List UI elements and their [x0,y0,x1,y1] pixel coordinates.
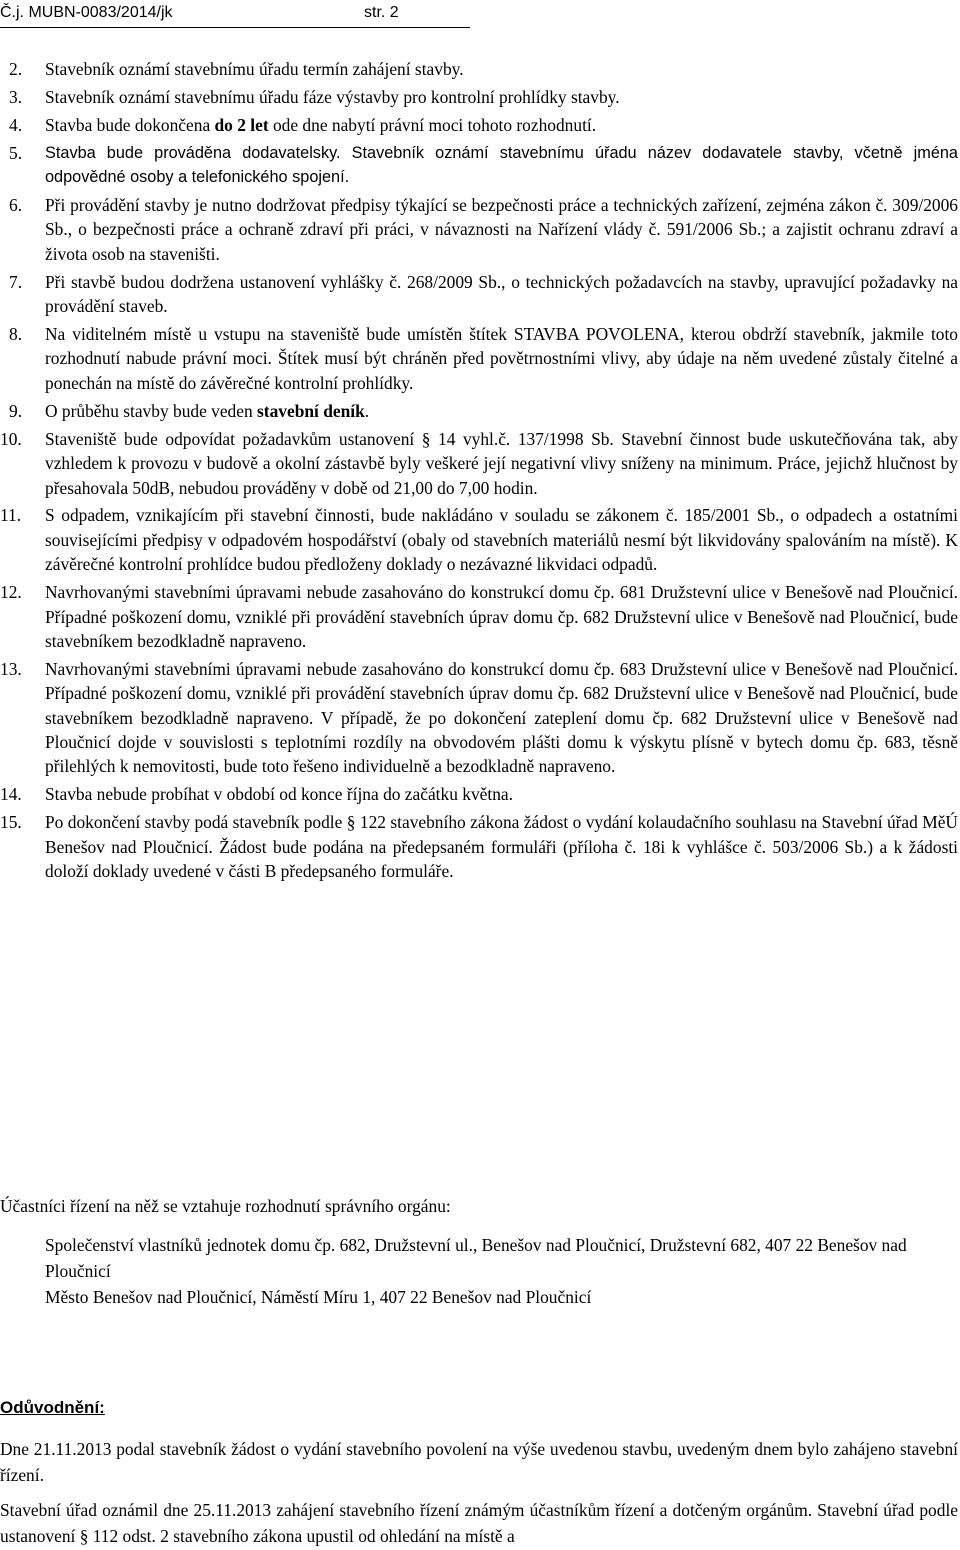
header-rule [0,27,470,28]
condition-number: 15. [0,812,22,833]
condition-number: 13. [0,658,22,679]
condition-number: 8. [9,324,23,345]
participant-1: Společenství vlastníků jednotek domu čp. 682, Družstevní ul., Benešov nad Ploučnicí, Družstevní 682, 407 22 Benešov nad Ploučnicí [45,1235,907,1281]
condition-item [0,141,958,190]
condition-number: 6. [9,195,23,216]
reasoning-title: Odůvodnění: [0,1398,105,1417]
condition-number: 14. [0,784,22,805]
condition-text: S odpadem, vznikajícím při stavební činnosti, bude nakládáno v souladu se zákonem č. 185/2001 Sb., o odpadech a ostatními souvisejícími předpisy v odpadovém hospodářství (obaly od stavebních materiálů nesmí být likvidovány spalováním na místě). K závěrečné kontrolní prohlídce budou předloženy doklady o nezávazné likvidaci odpadů. [45,505,958,575]
conditions-list [0,57,958,887]
condition-item [0,399,958,423]
page-number: str. 2 [364,4,399,21]
condition-item [0,85,958,109]
condition-item [0,580,958,653]
reasoning-paragraph-1: Dne 21.11.2013 podal stavebník žádost o vydání stavebního povolení na výše uvedenou stavbu, uvedeným dnem bylo zahájeno stavební řízení. [0,1439,958,1485]
condition-item [0,657,958,779]
condition-item [0,782,958,806]
condition-text: O průběhu stavby bude veden stavební deník. [45,400,370,421]
condition-text: Staveniště bude odpovídat požadavkům ustanovení § 14 vyhl.č. 137/1998 Sb. Stavební činnost bude uskutečňována tak, aby vzhledem k provozu v budově a okolní zástavbě byly veškeré její negativní vlivy sníženy na minimum. Práce, jejichž hlučnost by přesahovala 50dB, nebudou prováděny v době od 21,00 do 7,00 hodin. [45,428,958,498]
condition-text: Stavba bude dokončena do 2 let ode dne nabytí právní moci tohoto rozhodnutí. [45,114,597,135]
reference-number: Č.j. MUBN-0083/2014/jk [0,4,173,21]
condition-number: 4. [9,114,23,135]
condition-item [0,503,958,576]
condition-item [0,810,958,883]
condition-text: Na viditelném místě u vstupu na staveniště bude umístěn štítek STAVBA POVOLENA, kterou obdrží stavebník, jakmile toto rozhodnutí nabude právní moci. Štítek musí být chráněn před povětrnostními vlivy, aby údaje na něm uvedené zůstaly čitelné a ponechán na místě do závěrečné kontrolní prohlídky. [45,324,958,393]
condition-text: Stavba nebude probíhat v období od konce října do začátku května. [45,784,513,805]
condition-item [0,427,958,500]
participants-list [45,1232,958,1310]
condition-item [0,113,958,137]
condition-number: 9. [9,400,23,421]
condition-number: 7. [9,271,23,292]
condition-number: 5. [9,142,23,163]
condition-text: Navrhovanými stavebními úpravami nebude zasahováno do konstrukcí domu čp. 683 Družstevní ulice v Benešově nad Ploučnicí. Případné poškození domu, vzniklé při provádění stavebních úprav domu čp. 682 Družstevní ulice v Benešově nad Ploučnicí, bude stavebníkem bezodkladně napraveno. V případě, že po dokončení zateplení domu čp. 682 Družstevní ulice v Benešově nad Ploučnicí dojde v souvislosti s teplotními rozdíly na obvodovém plášti domu k výskytu plísně v bytech domu čp. 683, těsně přilehlých k nemovitosti, bude toto řešeno individuelně a bezodkladně napraveno. [45,658,958,777]
condition-text: Stavebník oznámí stavebnímu úřadu termín zahájení stavby. [45,59,464,79]
condition-item [0,270,958,319]
participants-title: Účastníci řízení na něž se vztahuje rozhodnutí správního orgánu: [0,1196,451,1216]
condition-item [0,322,958,395]
condition-text: Po dokončení stavby podá stavebník podle § 122 stavebního zákona žádost o vydání kolaudačního souhlasu na Stavební úřad MěÚ Benešov nad Ploučnicí. Žádost bude podána na předepsaném formuláři (příloha č. 18i k vyhlášce č. 503/2006 Sb.) a k žádosti doloží doklady uvedené v části B předepsaného formuláře. [45,812,958,882]
page-header [0,4,480,22]
condition-item [0,57,958,81]
reasoning-paragraph-2: Stavební úřad oznámil dne 25.11.2013 zahájení stavebního řízení známým účastníkům řízení a dotčeným orgánům. Stavební úřad podle ustanovení § 112 odst. 2 stavebního zákona upustil od ohledání na místě a [0,1500,958,1546]
condition-item [0,193,958,266]
condition-text: Stavebník oznámí stavebnímu úřadu fáze výstavby pro kontrolní prohlídky stavby. [45,86,620,107]
participant-2: Město Benešov nad Ploučnicí, Náměstí Míru 1, 407 22 Benešov nad Ploučnicí [45,1287,592,1307]
condition-text: Stavba bude prováděna dodavatelsky. Stavebník oznámí stavebnímu úřadu název dodavatele stavby, včetně jména odpovědné osoby a telefonického spojení. [45,143,958,187]
condition-number: 10. [0,428,22,449]
condition-number: 11. [0,505,22,526]
condition-text: Navrhovanými stavebními úpravami nebude zasahováno do konstrukcí domu čp. 681 Družstevní ulice v Benešově nad Ploučnicí. Případné poškození domu, vzniklé při provádění stavebních úprav domu čp. 682 Družstevní ulice v Benešově nad Ploučnicí, bude stavebníkem bezodkladně napraveno. [45,582,958,651]
condition-number: 2. [9,59,23,79]
condition-text: Při stavbě budou dodržena ustanovení vyhlášky č. 268/2009 Sb., o technických požadavcích na stavby, upravující požadavky na provádění staveb. [45,271,958,317]
condition-text: Při provádění stavby je nutno dodržovat předpisy týkající se bezpečnosti práce a technických zařízení, zejména zákon č. 309/2006 Sb., o bezpečnosti práce a ochraně zdraví při práci, v návaznosti na Nařízení vlády č. 591/2006 Sb.; a zajistit ochranu zdraví a života osob na staveništi. [45,195,958,264]
condition-number: 12. [0,582,22,603]
condition-number: 3. [9,86,23,107]
